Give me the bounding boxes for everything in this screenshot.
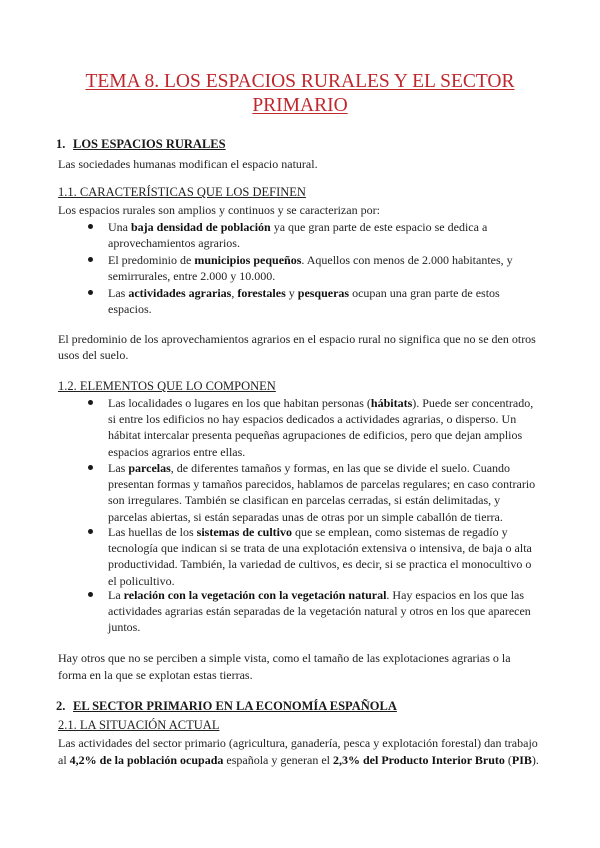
bullet-icon bbox=[88, 592, 93, 597]
bullet-icon bbox=[88, 290, 93, 295]
bullet-icon bbox=[88, 465, 93, 470]
subsection-1-1-intro: Los espacios rurales son amplios y continuos y se caracterizan por: bbox=[58, 203, 380, 217]
bullet-icon bbox=[88, 400, 93, 405]
subsection-2-1-line-2: al 4,2% de la población ocupada española y generan el 2,3% del Producto Interior Bruto (PIB). bbox=[58, 753, 539, 767]
subsection-1-1-heading: 1.1. CARACTERÍSTICAS QUE LOS DEFINEN bbox=[58, 185, 306, 199]
subsection-1-2-closing-line-1: Hay otros que no se perciben a simple vista, como el tamaño de las explotaciones agrarias o la bbox=[58, 651, 511, 665]
section-1-heading: 1. LOS ESPACIOS RURALES bbox=[56, 137, 226, 151]
title-line-1: TEMA 8. LOS ESPACIOS RURALES Y EL SECTOR bbox=[85, 71, 515, 92]
subsection-1-2-heading: 1.2. ELEMENTOS QUE LO COMPONEN bbox=[58, 379, 276, 393]
bullet-icon bbox=[88, 529, 93, 534]
subsection-2-1-line-1: Las actividades del sector primario (agricultura, ganadería, pesca y explotación forestal) dan trabajo bbox=[58, 736, 538, 750]
section-1-intro: Las sociedades humanas modifican el espacio natural. bbox=[58, 157, 318, 171]
subsection-1-1-closing-line-2: usos del suelo. bbox=[58, 348, 129, 362]
subsection-1-2-closing-line-2: forma en la que se explotan estas tierras. bbox=[58, 668, 253, 682]
section-2-heading: 2. EL SECTOR PRIMARIO EN LA ECONOMÍA ESPAÑOLA bbox=[56, 699, 397, 713]
document-page: TEMA 8. LOS ESPACIOS RURALES Y EL SECTOR PRIMARIO 1. LOS ESPACIOS RURALES Las sociedades humanas modifican el espacio natural. 1.1. CARACTERÍSTICAS QUE LOS DEFINEN Los espacios rurales son amplios y continuos y se caracterizan por: Una baja densidad de población ya que gran parte de este espacio se dedica a aprovechamientos agrarios. El predominio de municipios pequeños. Aquellos con menos de 2.000 habitantes, y semirrurales, entre 2.000 y 10.000. Las actividades agrarias, forestales y pesqueras ocupan una gran parte de estos espacios. El predominio de los aprovechamientos agrarios en el espacio rural no significa que no se den otros usos del suelo. 1.2. ELEMENTOS QUE LO COMPONEN Las localidades o lugares en los que habitan personas (hábitats). Puede ser concentrado, si entre los edificios no hay espacios dedicados a actividades agrarias, o disperso. Un hábitat intercalar presenta pequeñas agrupaciones de edificios, pero que dejan amplios espacios agrarios entre ellas. Las parcelas, de diferentes tamaños y formas, en las que se divide el suelo. Cuando presentan formas y tamaños parecidos, hablamos de parcelas regulares; en caso contrario son irregulares. También se clasifican en parcelas cerradas, si están delimitadas, y parcelas abiertas, si están separadas unas de otras por un simple caballón de tierra. Las huellas de los sistemas de cultivo que se emplean, como sistemas de regadío y tecnología que indican si se trata de una explotación extensiva o intensiva, de baja o alta productividad. También, la variedad de cultivos, es decir, si se practica el monocultivo o el policultivo. La relación con la vegetación con la vegetación natural. Hay espacios en los que las actividades agrarias están separadas de la vegetación natural y otros en los que aparecen juntos. Hay otros que no se perciben a simple vista, como el tamaño de las explotaciones agrarias o la forma en la que se explotan estas tierras. 2. EL SECTOR PRIMARIO EN LA ECONOMÍA ESPAÑOLA 2.1. LA SITUACIÓN ACTUAL Las actividades del sector primario (agricultura, ganadería, pesca y explotación forestal) dan trabajo al 4,2% de la población ocupada española y generan el 2,3% del Producto Interior Bruto (PIB). bbox=[56, 71, 539, 767]
subsection-2-1-heading: 2.1. LA SITUACIÓN ACTUAL bbox=[58, 718, 220, 732]
page-title bbox=[60, 70, 540, 118]
title-line-2: PRIMARIO bbox=[252, 95, 348, 116]
bullet-icon bbox=[88, 224, 93, 229]
subsection-1-1-closing-line-1: El predominio de los aprovechamientos agrarios en el espacio rural no significa que no se den otros bbox=[58, 332, 536, 346]
bullet-icon bbox=[88, 257, 93, 262]
